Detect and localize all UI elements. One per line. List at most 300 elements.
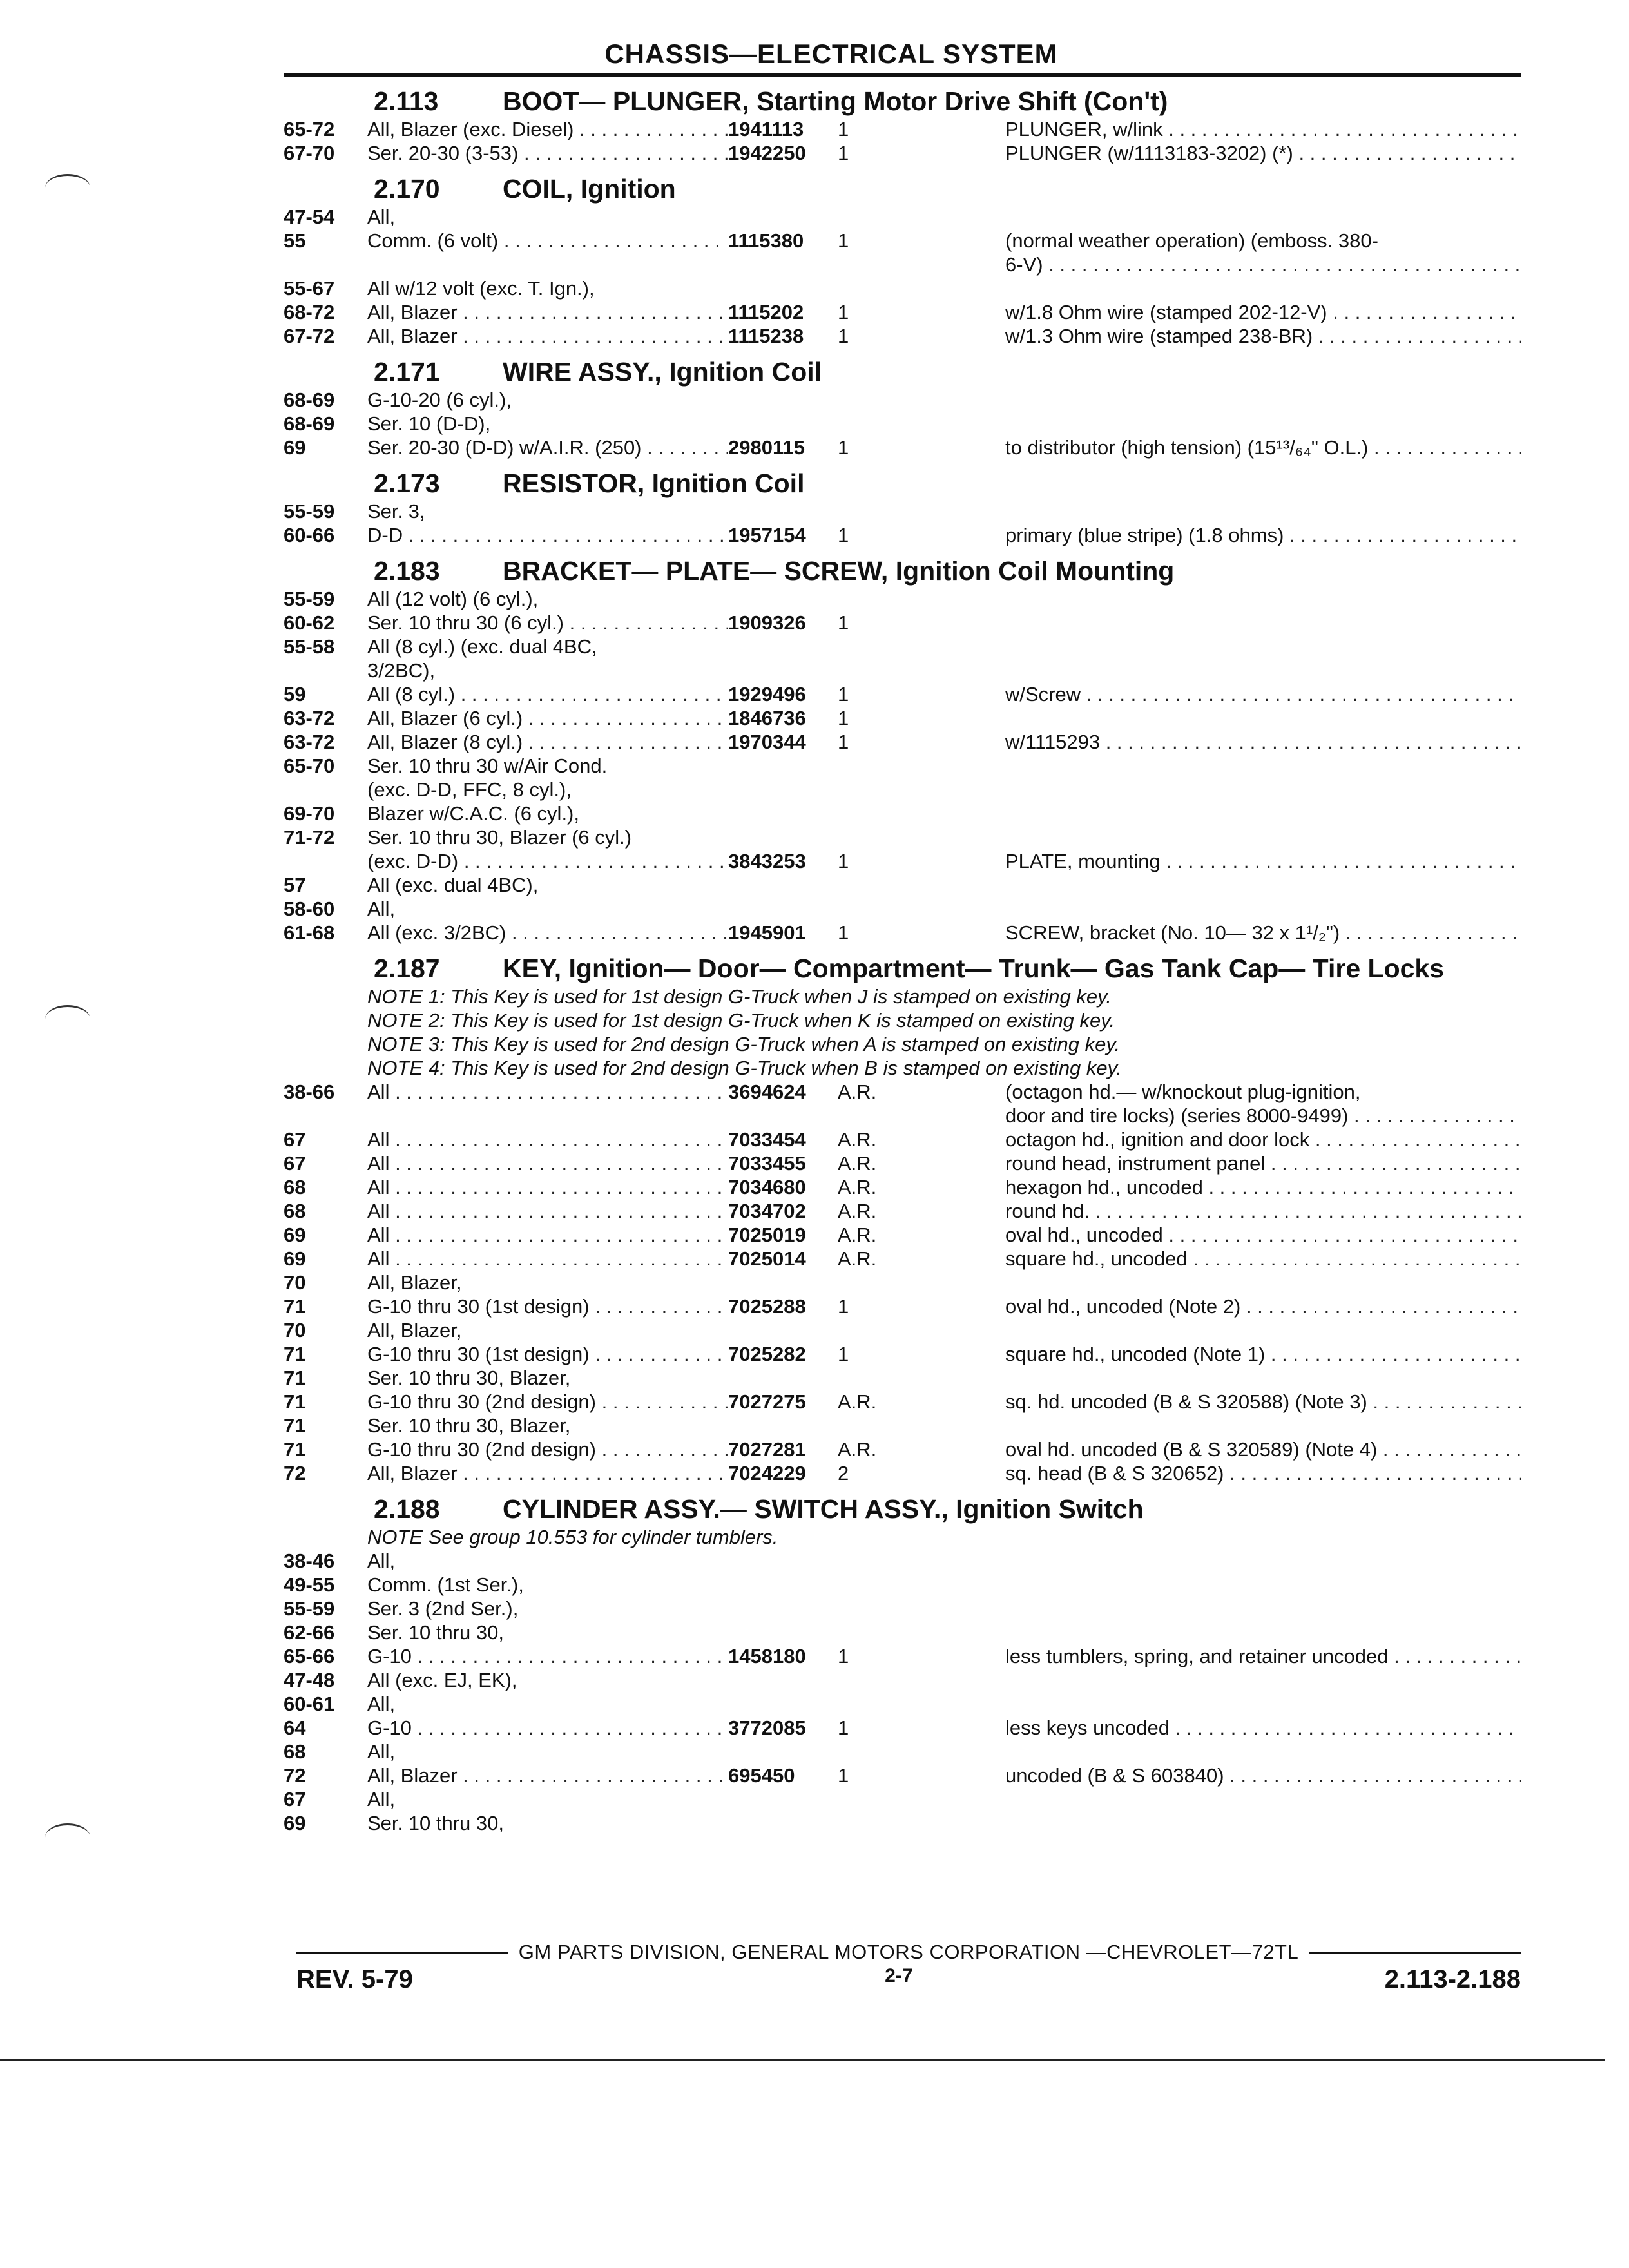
part-remark: [1005, 1620, 1521, 1644]
section-title: COIL, Ignition: [503, 174, 676, 204]
model-years: 69: [284, 1812, 306, 1834]
parts-row: [284, 499, 1521, 523]
model-years: 47-48: [284, 1669, 335, 1691]
parts-row: [284, 1811, 1521, 1835]
parts-row: [284, 1573, 1521, 1597]
part-remark: [1005, 825, 1521, 849]
part-number: 7027275: [728, 1390, 806, 1413]
model-description: All . . .: [367, 1151, 728, 1175]
parts-row: [284, 1247, 1521, 1271]
model-description: All, Blazer . . .: [367, 324, 728, 348]
quantity: 1: [838, 142, 849, 164]
part-number: [728, 1620, 838, 1644]
part-number: 7025288: [728, 1295, 806, 1318]
model-years: 60-62: [284, 611, 335, 634]
quantity: 1: [838, 524, 849, 546]
part-number: [728, 1318, 838, 1342]
model-years: [284, 658, 367, 682]
parts-row: [284, 730, 1521, 754]
parts-row: [284, 1294, 1521, 1318]
parts-row: [284, 754, 1521, 778]
part-remark: oval hd. uncoded (B & S 320589) (Note 4) . . .: [1005, 1437, 1521, 1461]
part-number: 1115238: [728, 325, 804, 347]
part-remark: [1005, 1668, 1521, 1692]
part-remark: oval hd., uncoded (Note 2) . . .: [1005, 1294, 1521, 1318]
model-years: 65-66: [284, 1645, 335, 1667]
part-remark: door and tire locks) (series 8000-9499) . . .: [1005, 1104, 1521, 1128]
parts-row: [284, 682, 1521, 706]
quantity: [838, 1692, 1005, 1716]
model-description: All, Blazer (6 cyl.) . . .: [367, 706, 728, 730]
parts-row: [284, 388, 1521, 412]
part-remark: oval hd., uncoded . . .: [1005, 1223, 1521, 1247]
model-years: [284, 253, 367, 276]
part-remark: PLATE, mounting . . .: [1005, 849, 1521, 873]
part-number: [728, 1271, 838, 1294]
part-number: [728, 873, 838, 897]
part-remark: [1005, 873, 1521, 897]
model-years: 71: [284, 1438, 306, 1461]
part-remark: [1005, 388, 1521, 412]
model-description: (exc. D-D) . . .: [367, 849, 728, 873]
model-years: 68: [284, 1740, 306, 1763]
model-description: All,: [367, 1693, 396, 1715]
section-note: NOTE 1: This Key is used for 1st design G-Truck when J is stamped on existing key.: [367, 985, 1112, 1008]
model-description: Ser. 20-30 (3-53) . . .: [367, 141, 728, 165]
parts-row: [284, 897, 1521, 921]
model-description: All,: [367, 1788, 396, 1811]
part-number: 3772085: [728, 1716, 806, 1739]
part-number: [728, 1787, 838, 1811]
part-remark: uncoded (B & S 603840) . . .: [1005, 1763, 1521, 1787]
footer-division: GM PARTS DIVISION, GENERAL MOTORS CORPORATION —CHEVROLET—72TL: [518, 1941, 1299, 1963]
model-description: All . . .: [367, 1175, 728, 1199]
hole-punch-mark: [45, 1823, 90, 1851]
parts-row: [284, 1414, 1521, 1437]
part-remark: w/Screw . . .: [1005, 682, 1521, 706]
part-remark: [1005, 1414, 1521, 1437]
quantity: [838, 1104, 1005, 1128]
model-description: Ser. 10 thru 30 w/Air Cond.: [367, 754, 608, 777]
parts-row: [284, 825, 1521, 849]
model-description: All (12 volt) (6 cyl.),: [367, 588, 539, 610]
quantity: A.R.: [838, 1200, 877, 1222]
quantity: [838, 1787, 1005, 1811]
model-years: 60-66: [284, 524, 335, 546]
parts-row: [284, 1175, 1521, 1199]
part-number: 7033454: [728, 1128, 806, 1151]
model-years: 70: [284, 1319, 306, 1341]
quantity: [838, 802, 1005, 825]
part-remark: 6-V) . . .: [1005, 253, 1521, 276]
quantity: A.R.: [838, 1438, 877, 1461]
part-number: [728, 205, 838, 229]
parts-row: [284, 1271, 1521, 1294]
model-description: All (exc. EJ, EK),: [367, 1669, 517, 1691]
part-remark: less keys uncoded . . .: [1005, 1716, 1521, 1740]
quantity: [838, 276, 1005, 300]
model-years: 71: [284, 1343, 306, 1365]
model-description: G-10 . . .: [367, 1644, 728, 1668]
model-years: 69: [284, 436, 306, 459]
part-remark: sq. hd. uncoded (B & S 320588) (Note 3) . . .: [1005, 1390, 1521, 1414]
model-years: 68-69: [284, 389, 335, 411]
model-years: 49-55: [284, 1573, 335, 1596]
model-years: 69: [284, 1224, 306, 1246]
model-years: 67: [284, 1128, 306, 1151]
model-description: G-10 thru 30 (2nd design) . . .: [367, 1437, 728, 1461]
quantity: [838, 1414, 1005, 1437]
quantity: [838, 778, 1005, 802]
section-heading: [284, 467, 1521, 499]
model-description: All . . .: [367, 1080, 728, 1104]
parts-row: [284, 1644, 1521, 1668]
part-number: 1846736: [728, 707, 806, 729]
section-range: 2.113-2.188: [1384, 1965, 1521, 1994]
part-number: 7034680: [728, 1176, 806, 1198]
parts-row: [284, 205, 1521, 229]
parts-row: [284, 1151, 1521, 1175]
parts-row: [284, 523, 1521, 547]
part-number: [728, 276, 838, 300]
quantity: [838, 635, 1005, 658]
model-years: 72: [284, 1462, 306, 1485]
sections-container: [284, 85, 1521, 1835]
model-years: [284, 849, 367, 873]
footer-rule-left: [296, 1952, 508, 1954]
section-number: 2.188: [374, 1494, 440, 1524]
part-remark: round head, instrument panel . . .: [1005, 1151, 1521, 1175]
section-2-170: [284, 173, 1521, 348]
part-remark: w/1.3 Ohm wire (stamped 238-BR) . . .: [1005, 324, 1521, 348]
footer-rule-right: [1309, 1952, 1521, 1954]
parts-row: [284, 1620, 1521, 1644]
model-years: 63-72: [284, 707, 335, 729]
section-heading: [284, 555, 1521, 587]
parts-row: [284, 1668, 1521, 1692]
parts-row: [284, 412, 1521, 436]
parts-row: [284, 802, 1521, 825]
part-remark: [1005, 1740, 1521, 1763]
part-number: 695450: [728, 1764, 795, 1787]
quantity: [838, 587, 1005, 611]
model-years: 55-59: [284, 500, 335, 523]
part-remark: square hd., uncoded . . .: [1005, 1247, 1521, 1271]
part-number: 3694624: [728, 1081, 806, 1103]
quantity: [838, 1318, 1005, 1342]
model-description: All, Blazer . . .: [367, 1763, 728, 1787]
part-remark: [1005, 635, 1521, 658]
quantity: [838, 658, 1005, 682]
quantity: A.R.: [838, 1390, 877, 1413]
part-number: 1957154: [728, 524, 806, 546]
section-note: NOTE See group 10.553 for cylinder tumblers.: [367, 1526, 778, 1548]
part-number: 2980115: [728, 436, 805, 459]
model-description: All (8 cyl.) (exc. dual 4BC,: [367, 635, 597, 658]
parts-row: [284, 1763, 1521, 1787]
part-remark: [1005, 1573, 1521, 1597]
parts-row: [284, 1080, 1521, 1104]
model-years: 71: [284, 1295, 306, 1318]
part-number: 1115380: [728, 229, 804, 252]
section-title: KEY, Ignition— Door— Compartment— Trunk— Gas Tank Cap— Tire Locks: [503, 954, 1445, 983]
model-description: Blazer w/C.A.C. (6 cyl.),: [367, 802, 579, 825]
quantity: [838, 1811, 1005, 1835]
model-years: 67-70: [284, 142, 335, 164]
parts-row: [284, 229, 1521, 253]
quantity: 1: [838, 1295, 849, 1318]
section-2-188: [284, 1493, 1521, 1835]
quantity: [838, 825, 1005, 849]
part-remark: SCREW, bracket (No. 10— 32 x 1¹/₂") . . .: [1005, 921, 1521, 945]
part-remark: [1005, 587, 1521, 611]
quantity: [838, 754, 1005, 778]
model-years: 68-72: [284, 301, 335, 323]
part-remark: [1005, 412, 1521, 436]
model-description: [367, 1104, 728, 1128]
parts-row: [284, 1223, 1521, 1247]
model-years: 63-72: [284, 731, 335, 753]
quantity: [838, 205, 1005, 229]
model-years: 72: [284, 1764, 306, 1787]
quantity: [838, 388, 1005, 412]
model-description: All, Blazer . . .: [367, 1461, 728, 1485]
model-years: 67-72: [284, 325, 335, 347]
section-number: 2.173: [374, 468, 440, 498]
part-remark: [1005, 205, 1521, 229]
part-remark: round hd. . . .: [1005, 1199, 1521, 1223]
parts-row: [284, 300, 1521, 324]
section-2-173: [284, 467, 1521, 547]
model-years: 60-61: [284, 1693, 335, 1715]
part-remark: [1005, 1271, 1521, 1294]
bottom-scan-line: [0, 2059, 1605, 2061]
section-title: BOOT— PLUNGER, Starting Motor Drive Shift (Con't): [503, 86, 1168, 116]
part-remark: [1005, 897, 1521, 921]
quantity: 1: [838, 229, 849, 252]
quantity: [838, 873, 1005, 897]
part-number: [728, 587, 838, 611]
part-remark: [1005, 1597, 1521, 1620]
part-remark: [1005, 1366, 1521, 1390]
quantity: A.R.: [838, 1128, 877, 1151]
model-description: G-10 thru 30 (1st design) . . .: [367, 1294, 728, 1318]
part-remark: (normal weather operation) (emboss. 380-: [1005, 229, 1378, 252]
part-number: 7025019: [728, 1224, 806, 1246]
part-number: 7025014: [728, 1247, 806, 1270]
part-number: [728, 412, 838, 436]
revision-label: REV. 5-79: [296, 1965, 413, 1994]
part-remark: [1005, 499, 1521, 523]
parts-row: [284, 635, 1521, 658]
quantity: 1: [838, 1764, 849, 1787]
model-description: Ser. 10 thru 30,: [367, 1812, 504, 1834]
page-footer: [296, 1941, 1521, 1994]
section-2-113: [284, 85, 1521, 165]
part-remark: to distributor (high tension) (15¹³/₆₄" O.L.) . . .: [1005, 436, 1521, 459]
part-number: [728, 499, 838, 523]
page-title: CHASSIS—ELECTRICAL SYSTEM: [604, 39, 1058, 69]
section-heading: [284, 85, 1521, 117]
part-number: 1115202: [728, 301, 804, 323]
part-remark: w/1.8 Ohm wire (stamped 202-12-V) . . .: [1005, 300, 1521, 324]
parts-row: [284, 1549, 1521, 1573]
quantity: 1: [838, 118, 849, 140]
parts-row: [284, 873, 1521, 897]
quantity: A.R.: [838, 1224, 877, 1246]
section-number: 2.113: [374, 86, 439, 116]
parts-row: [284, 1597, 1521, 1620]
part-number: 1909326: [728, 611, 806, 634]
model-description: All,: [367, 206, 396, 228]
quantity: A.R.: [838, 1152, 877, 1175]
part-remark: w/1115293 . . .: [1005, 730, 1521, 754]
model-description: Ser. 10 thru 30 (6 cyl.) . . .: [367, 611, 728, 635]
quantity: [838, 412, 1005, 436]
part-number: [728, 802, 838, 825]
model-description: Ser. 10 thru 30,: [367, 1621, 504, 1644]
parts-row: [284, 276, 1521, 300]
section-title: WIRE ASSY., Ignition Coil: [503, 357, 822, 387]
model-years: 69-70: [284, 802, 335, 825]
part-number: 1942250: [728, 142, 806, 164]
section-title: BRACKET— PLATE— SCREW, Ignition Coil Mounting: [503, 556, 1175, 586]
parts-row: [284, 141, 1521, 165]
model-years: 55-67: [284, 277, 335, 300]
parts-row: [284, 611, 1521, 635]
parts-row: [284, 1461, 1521, 1485]
model-years: 47-54: [284, 206, 335, 228]
page-number: 2-7: [885, 1965, 913, 1986]
parts-row: [284, 436, 1521, 459]
part-remark: [1005, 276, 1521, 300]
model-years: 68: [284, 1176, 306, 1198]
part-number: 1945901: [728, 921, 806, 944]
part-remark: less tumblers, spring, and retainer uncoded . . .: [1005, 1644, 1521, 1668]
quantity: [838, 253, 1005, 276]
model-years: 59: [284, 683, 306, 706]
quantity: A.R.: [838, 1176, 877, 1198]
quantity: [838, 1549, 1005, 1573]
part-number: [728, 778, 838, 802]
part-number: [728, 1668, 838, 1692]
part-remark: (octagon hd.— w/knockout plug-ignition,: [1005, 1081, 1361, 1103]
quantity: [838, 1620, 1005, 1644]
part-remark: [1005, 611, 1521, 635]
quantity: [838, 1740, 1005, 1763]
part-number: 7034702: [728, 1200, 806, 1222]
model-description: G-10 thru 30 (2nd design) . . .: [367, 1390, 728, 1414]
part-remark: primary (blue stripe) (1.8 ohms) . . .: [1005, 523, 1521, 547]
model-description: All w/12 volt (exc. T. Ign.),: [367, 277, 595, 300]
parts-row: [284, 778, 1521, 802]
parts-row: [284, 1342, 1521, 1366]
model-description: All . . .: [367, 1199, 728, 1223]
model-description: [367, 253, 728, 276]
model-description: 3/2BC),: [367, 659, 436, 682]
model-description: Ser. 10 thru 30, Blazer,: [367, 1414, 571, 1437]
part-remark: [1005, 778, 1521, 802]
part-number: [728, 253, 838, 276]
part-number: 3843253: [728, 850, 806, 872]
quantity: 2: [838, 1462, 849, 1485]
section-heading: [284, 173, 1521, 205]
section-heading: [284, 952, 1521, 985]
section-note: NOTE 4: This Key is used for 2nd design G-Truck when B is stamped on existing key.: [367, 1057, 1122, 1079]
quantity: 1: [838, 1716, 849, 1739]
part-remark: octagon hd., ignition and door lock . . .: [1005, 1128, 1521, 1151]
part-remark: square hd., uncoded (Note 1) . . .: [1005, 1342, 1521, 1366]
part-number: [728, 635, 838, 658]
model-years: 64: [284, 1716, 306, 1739]
part-number: [728, 388, 838, 412]
section-number: 2.183: [374, 556, 440, 586]
parts-row: [284, 1390, 1521, 1414]
model-years: 71: [284, 1367, 306, 1389]
quantity: 1: [838, 1343, 849, 1365]
model-years: 55-59: [284, 1597, 335, 1620]
model-description: All . . .: [367, 1247, 728, 1271]
part-number: 7024229: [728, 1462, 806, 1485]
quantity: 1: [838, 301, 849, 323]
model-description: D-D . . .: [367, 523, 728, 547]
model-years: 55-59: [284, 588, 335, 610]
part-remark: [1005, 754, 1521, 778]
quantity: 1: [838, 850, 849, 872]
parts-row: [284, 1740, 1521, 1763]
model-description: All,: [367, 898, 396, 920]
model-description: All, Blazer,: [367, 1319, 462, 1341]
part-number: 1929496: [728, 683, 806, 706]
parts-row: [284, 1366, 1521, 1390]
model-description: Comm. (1st Ser.),: [367, 1573, 524, 1596]
header-rule: [284, 73, 1521, 77]
part-number: [728, 658, 838, 682]
quantity: [838, 1271, 1005, 1294]
model-description: All,: [367, 1740, 396, 1763]
model-years: 67: [284, 1152, 306, 1175]
model-description: Ser. 3,: [367, 500, 425, 523]
parts-row: [284, 1787, 1521, 1811]
parts-row: [284, 1199, 1521, 1223]
parts-row: [284, 921, 1521, 945]
parts-row: [284, 1128, 1521, 1151]
quantity: 1: [838, 325, 849, 347]
model-years: [284, 778, 367, 802]
parts-row: [284, 324, 1521, 348]
quantity: 1: [838, 707, 849, 729]
part-number: [728, 1549, 838, 1573]
parts-row: [284, 1104, 1521, 1128]
parts-row: [284, 253, 1521, 276]
part-number: [728, 825, 838, 849]
model-description: All (exc. dual 4BC),: [367, 874, 539, 896]
section-number: 2.170: [374, 174, 440, 204]
model-years: 65-70: [284, 754, 335, 777]
part-number: [728, 1366, 838, 1390]
section-heading: [284, 1493, 1521, 1525]
part-number: 7033455: [728, 1152, 806, 1175]
part-number: [728, 1597, 838, 1620]
section-title: CYLINDER ASSY.— SWITCH ASSY., Ignition Switch: [503, 1494, 1144, 1524]
quantity: [838, 1573, 1005, 1597]
section-note: NOTE 3: This Key is used for 2nd design G-Truck when A is stamped on existing key.: [367, 1033, 1121, 1055]
parts-row: [284, 706, 1521, 730]
model-description: Ser. 10 thru 30, Blazer (6 cyl.): [367, 826, 632, 849]
part-number: [728, 897, 838, 921]
model-description: All,: [367, 1550, 396, 1572]
model-years: 70: [284, 1271, 306, 1294]
